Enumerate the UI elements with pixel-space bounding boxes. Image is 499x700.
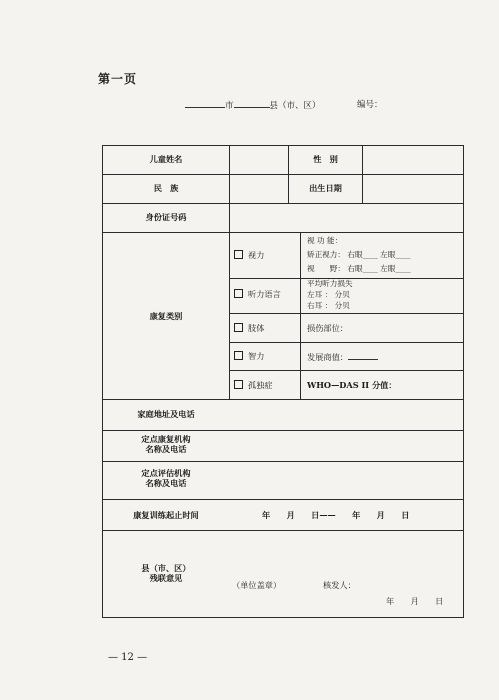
rehab-category-label: 康复类别 (149, 311, 183, 321)
intellect-blank[interactable] (348, 351, 378, 360)
county-suffix: 县（市、区） (269, 101, 321, 111)
autism-option[interactable]: 孤独症 (234, 380, 273, 390)
ethnicity-label: 民 族 (153, 183, 179, 193)
intellect-option[interactable]: 智力 (234, 351, 264, 361)
assessment-institution-label: 定点评估机构 名称及电话 (141, 468, 191, 489)
autism-detail: WHO—DAS II 分值： (307, 380, 397, 390)
gender-label: 性 别 (313, 154, 338, 164)
autism-checkbox[interactable] (234, 380, 243, 389)
vision-field-line: 视 野： 右眼____ 左眼____ (307, 264, 411, 273)
limb-option[interactable]: 肢体 (234, 323, 264, 333)
seal-text: （单位盖章） (232, 580, 282, 590)
hearing-loss-line: 平均听力损失 (307, 279, 353, 288)
intellect-detail: 发展商值： (307, 351, 378, 362)
hearing-right-ear-line: 右耳 ： 分贝 (307, 301, 350, 310)
county-blank[interactable] (234, 98, 270, 108)
city-suffix: 市 (225, 101, 234, 111)
hearing-checkbox[interactable] (234, 289, 243, 298)
vision-function-line: 视 功 能： (307, 236, 343, 245)
id-number-label: 身份证号码 (145, 212, 187, 222)
training-period-value: 年 月 日—— 年 月 日 (262, 510, 410, 520)
birth-date-label: 出生日期 (309, 183, 342, 193)
county-opinion-label: 县（市、区） 残联意见 (141, 563, 191, 584)
county-city-line (185, 98, 321, 111)
opinion-date: 年 月 日 (386, 596, 444, 606)
hearing-option[interactable]: 听力语言 (234, 289, 281, 299)
vision-checkbox[interactable] (234, 250, 243, 259)
page-title: 第一页 (98, 72, 138, 86)
limb-detail: 损伤部位： (307, 323, 348, 333)
vision-option[interactable]: 视力 (234, 250, 264, 260)
address-label: 家庭地址及电话 (137, 409, 195, 419)
serial-number-label: 编号： (357, 100, 383, 110)
hearing-left-ear-line: 左耳 ： 分贝 (307, 290, 350, 299)
limb-checkbox[interactable] (234, 323, 243, 332)
training-period-label: 康复训练起止时间 (133, 510, 199, 520)
approver-label: 核发人： (323, 580, 356, 590)
vision-corrected-line: 矫正视力： 右眼____ 左眼____ (307, 250, 411, 259)
child-name-label: 儿童姓名 (149, 154, 183, 164)
city-blank[interactable] (185, 98, 225, 108)
page-number: — 12 — (108, 652, 148, 663)
rehab-institution-label: 定点康复机构 名称及电话 (141, 434, 191, 455)
intellect-checkbox[interactable] (234, 351, 243, 360)
